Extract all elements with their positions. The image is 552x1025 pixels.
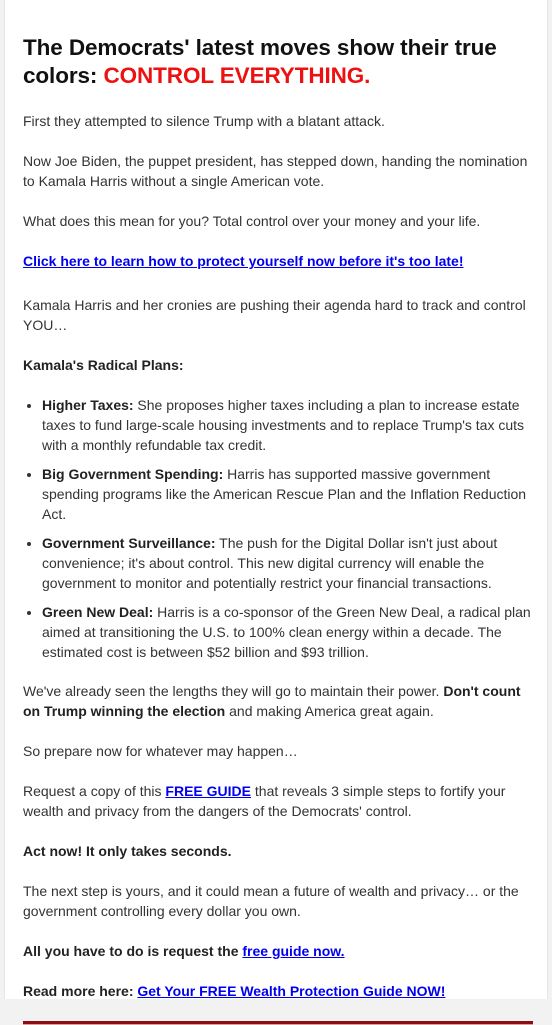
paragraph-request	[23, 781, 533, 821]
paragraph-agenda: Kamala Harris and her cronies are pushing their agenda hard to track and control YOU…	[23, 297, 526, 333]
email-card	[4, 0, 548, 999]
list-item	[42, 533, 533, 593]
plan-title: Higher Taxes:	[42, 397, 134, 413]
free-guide-now-link[interactable]: free guide now.	[242, 943, 345, 959]
headline-main: The Democrats' latest moves show their true colors:	[23, 35, 497, 88]
headline-accent: CONTROL EVERYTHING.	[103, 63, 371, 88]
paragraph-next-step: The next step is yours, and it could mean a future of wealth and privacy… or the government controlling every dollar you own.	[23, 883, 519, 919]
plan-title: Government Surveillance:	[42, 535, 216, 551]
paragraph-power	[23, 681, 533, 721]
plan-text: She proposes higher taxes including a plan to increase estate taxes to fund large-scale housing investments and to replace Trump's tax cuts with a monthly refundable tax credit.	[42, 397, 525, 453]
act-now-text: Act now! It only takes seconds.	[23, 843, 232, 859]
plans-heading: Kamala's Radical Plans:	[23, 357, 184, 373]
plan-text: Harris has supported massive government spending programs like the American Rescue Plan and the Inflation Reduction Act.	[42, 466, 527, 522]
plans-heading-paragraph	[23, 355, 533, 375]
paragraph-act-now	[23, 841, 533, 861]
request-guide-text: All you have to do is request the	[23, 943, 243, 959]
wealth-guide-link[interactable]: Get Your FREE Wealth Protection Guide NOW!	[137, 983, 446, 999]
paragraph-read-more	[23, 981, 533, 1001]
request-text: Request a copy of this	[23, 783, 166, 799]
plans-list	[23, 395, 533, 662]
plan-text: The push for the Digital Dollar isn't just about convenience; it's about control. This new digital currency will enable the government to monitor and potentially restrict your financial transactions.	[42, 535, 498, 591]
footer-divider	[23, 1021, 533, 1025]
list-item	[42, 395, 533, 455]
protect-link-paragraph	[23, 251, 533, 271]
read-more-label: Read more here:	[23, 983, 138, 999]
list-item	[42, 464, 533, 524]
free-guide-link[interactable]: FREE GUIDE	[165, 783, 251, 799]
plan-title: Big Government Spending:	[42, 466, 224, 482]
request-text-end: that reveals 3 simple steps to fortify your wealth and privacy from the dangers of the Democrats' control.	[23, 783, 506, 819]
list-item	[42, 602, 533, 662]
paragraph-biden: Now Joe Biden, the puppet president, has stepped down, handing the nomination to Kamala Harris without a single American vote.	[23, 153, 528, 189]
email-content	[23, 34, 533, 1025]
power-text: We've already seen the lengths they will go to maintain their power.	[23, 683, 444, 699]
trump-warning: Don't count on Trump winning the election	[23, 683, 521, 719]
plan-text: Harris is a co-sponsor of the Green New Deal, a radical plan aimed at transitioning the U.S. to 100% clean energy within a decade. The estimated cost is between $52 billion and $93 trillion.	[42, 604, 531, 660]
paragraph-request-guide	[23, 941, 533, 961]
power-text-end: and making America great again.	[225, 703, 434, 719]
paragraph-prepare: So prepare now for whatever may happen…	[23, 743, 298, 759]
paragraph-meaning: What does this mean for you? Total control over your money and your life.	[23, 213, 481, 229]
plan-title: Green New Deal:	[42, 604, 154, 620]
protect-yourself-link[interactable]: Click here to learn how to protect yourself now before it's too late!	[23, 253, 464, 269]
paragraph-attack: First they attempted to silence Trump with a blatant attack.	[23, 113, 385, 129]
headline	[23, 34, 533, 90]
